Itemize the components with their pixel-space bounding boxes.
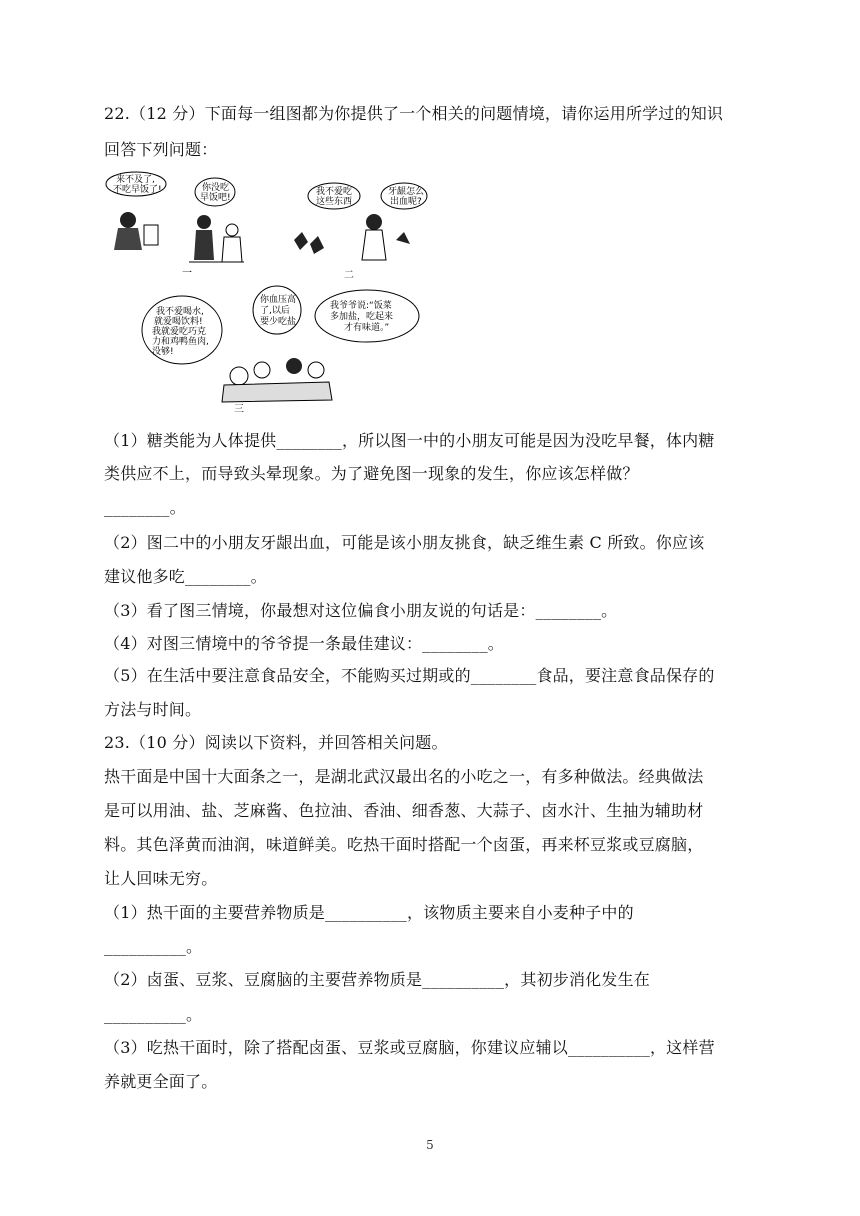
comic-panel-2 [294,183,427,281]
q22-item5-line1: （5）在生活中要注意食品安全，不能购买过期或的________食品，要注意食品保存的 [104,666,715,685]
bubble-2b-line1: 牙龈怎么 [388,187,425,197]
q23-heading: 23.（10 分）阅读以下资料，并回答相关问题。 [104,733,448,752]
bubble-3a-line1: 我不爱喝水, [156,307,204,317]
q22-item2-line1: （2）图二中的小朋友牙龈出血，可能是该小朋友挑食，缺乏维生素 C 所致。你应该 [104,533,705,552]
q22-item4: （4）对图三情境中的爷爷提一条最佳建议：________。 [104,634,504,653]
q22-heading-line2: 回答下列问题： [104,140,218,159]
bubble-3b-line2: 了,以后 [260,306,290,316]
q23-item1-line1: （1）热干面的主要营养物质是__________，该物质主要来自小麦种子中的 [104,903,634,922]
q23-item3-line2: 养就更全面了。 [104,1072,218,1091]
q22-item2-line2: 建议他多吃________。 [104,567,267,586]
q23-item3-line1: （3）吃热干面时，除了搭配卤蛋、豆浆或豆腐脑，你建议应辅以__________，这样营 [104,1038,715,1057]
comic-panel-1 [106,172,244,279]
q23-passage-line2: 是可以用油、盐、芝麻酱、色拉油、香油、细香葱、大蒜子、卤水汁、生抽为辅助材 [104,801,704,820]
page-number: 5 [426,1138,434,1152]
q23-passage-line1: 热干面是中国十大面条之一，是湖北武汉最出名的小吃之一，有多种做法。经典做法 [104,767,704,786]
bubble-1a-line1: 来不及了, [116,175,155,185]
bubble-2a-line2: 这些东西 [316,197,353,207]
q22-item1-line1: （1）糖类能为人体提供________，所以图一中的小朋友可能是因为没吃早餐，体内糖 [104,431,715,450]
bubble-3a-line2: 就爱喝饮料! [154,317,203,327]
bubble-3c-line1: 我爷爷说:“饭菜 [330,301,392,311]
bubble-3a-line3: 我就爱吃巧克 [152,327,207,337]
bubble-2a-line1: 我不爱吃 [316,187,353,197]
q22-item3: （3）看了图三情境，你最想对这位偏食小朋友说的句话是：________。 [104,601,618,620]
bubble-3b-line3: 要少吃盐 [260,317,297,327]
q23-item1-line2: __________。 [104,937,203,956]
q23-passage-line3: 料。其色泽黄而油润，味道鲜美。吃热干面时搭配一个卤蛋，再来杯豆浆或豆腐脑， [104,835,704,854]
bubble-3a-line5: 没够! [152,347,174,357]
panel2-caption: 二 [344,270,354,281]
q22-item1-line3: ________。 [104,498,186,517]
q22-item1-line2: 类供应不上，而导致头晕现象。为了避免图一现象的发生，你应该怎样做？ [104,464,639,483]
bubble-3c-line2: 多加盐，吃起来 [330,312,394,322]
panel3-caption: 三 [234,404,244,415]
comic-figure [104,170,434,415]
panel1-caption: 一 [182,268,192,279]
bubble-3c-line3: 才有味道。” [344,323,390,333]
bubble-2b-line2: 出血呢? [390,197,422,207]
bubble-1a-line2: 不吃早饭了! [113,185,162,195]
q23-item2-line2: __________。 [104,1005,203,1024]
bubble-3a-line4: 力和鸡鸭鱼肉, [152,337,209,347]
bubble-1b-line2: 早饭吧! [200,193,231,203]
q23-item2-line1: （2）卤蛋、豆浆、豆腐脑的主要营养物质是__________，其初步消化发生在 [104,970,650,989]
q22-heading-line1: 22.（12 分）下面每一组图都为你提供了一个相关的问题情境，请你运用所学过的知识 [104,104,724,123]
bubble-3b-line1: 你血压高 [260,295,297,305]
bubble-1b-line1: 你没吃 [202,183,230,193]
comic-panel-3 [142,286,419,415]
q23-passage-line4: 让人回味无穷。 [104,869,218,888]
q22-item5-line2: 方法与时间。 [104,700,202,719]
